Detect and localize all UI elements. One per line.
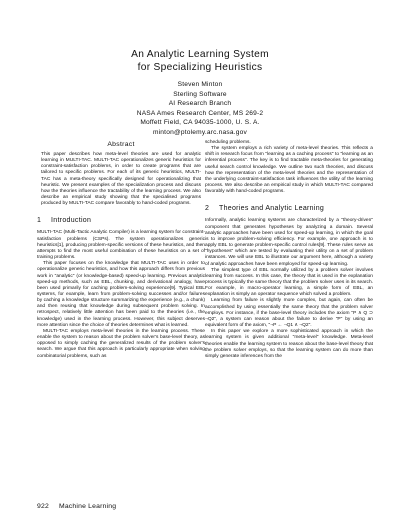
paragraph: scheduling problems. — [205, 140, 251, 145]
paragraph: The system employs a rich variety of meta-level theories. This reflects a shift in research focus from "learning as a caching process" to "learning as an inferential process". The key is to find tractable meta-theories for generating useful search control knowledge. We outline two such theories, and discuss how the representation of the meta-level theories and the representation of the underlying constraint-satisfaction task influences the utility of the learning process. We also describe an empirical study in which MULTI-TAC compared favorably with hand-coded programs. — [205, 146, 373, 195]
page-footer — [37, 503, 116, 510]
paragraph: MULTI-TAC (Multi-Tactic Analytic Compiler) is a learning system for constraint-satisfaction problems (CSPs). The system operationalizes generic heuristics[1], producing problem-specific versions of these heuristics, and then attempts to find the most useful combination of these heuristics on a set of training problems. — [37, 230, 205, 261]
left-column — [37, 140, 205, 360]
author-address-line: Moffett Field, CA 94035-1000, U. S. A. — [140, 119, 260, 127]
section-heading — [37, 216, 205, 225]
author-branch: AI Research Branch — [168, 100, 232, 108]
paragraph: Informally, analytic learning systems are characterized by a "theory-driven" component that generates hypotheses by analyzing a domain. Several analytic approaches have been used for speed-up learning, in which the goal is to improve problem-solving efficiency. For example, one approach is to apply EBL to generate problem-specific control rules[9]. These rules serve as "hypotheses" which are tested by evaluating their utility on a set of problem instances. We will use EBL to illustrate our argument here, although a variety of analytic approaches have been employed for speed-up learning. — [205, 218, 373, 267]
venue-name: Machine Learning — [58, 503, 117, 510]
author-address-line: NASA Ames Research Center, MS 269-2 — [136, 109, 264, 117]
right-column — [205, 140, 373, 360]
section-number: 2 — [205, 205, 210, 213]
paragraph: Learning from failure is slightly more complex, but again, can often be accomplished by using essentially the same theory that the problem solver employs. For instance, if the base-level theory includes the axiom "P ∧ Q ⊃ ¬Q2", a system can reason about the failure to derive "P" by using an equivalent form of the axiom, "¬P ← ¬Q1 ∧ ¬Q2". — [205, 298, 373, 329]
paragraph: The simplest type of EBL normally utilized by a problem solver involves learning from success. In this case, the theory that is used in the explanation process is typically the same theory that the problem solver uses in its search. For example, in macro-operator learning, a simple form of EBL, an explanation is simply an operator sequence which solved a problem. — [205, 267, 373, 298]
section-heading — [205, 204, 373, 213]
author-email: minton@ptolemy.arc.nasa.gov — [152, 128, 248, 136]
paragraph: This paper focuses on the knowledge that MULTI-TAC uses in order to operationalize generic heuristics, and how this approach differs from previous work in "analytic" (or knowledge-based) speed-up learning. Previous analytic speed-up methods, such as EBL, chunking, and derivational analogy, have been used primarily for caching problem-solving experience[9]. Typical EBL systems, for example, learn from problem-solving successes and/or failures by caching a knowledge structure summarizing the experience (e.g., a chunk) and then reusing that knowledge during subsequent problem solving. In retrospect, relatively little attention has been paid to the theories (i.e., the knowledge) used in the learning process. However, this subject deserves more attention since the choice of theories determines what is learned. — [37, 261, 205, 328]
abstract — [37, 140, 205, 207]
section-title: Introduction — [51, 217, 92, 225]
title-line: for Specializing Heuristics — [137, 62, 263, 73]
section-number: 1 — [37, 217, 42, 225]
title-line: An Analytic Learning System — [131, 49, 269, 60]
author-block — [0, 80, 400, 138]
abstract-heading: Abstract — [107, 141, 135, 148]
author-org: Sterling Software — [173, 90, 227, 98]
paper-header — [0, 48, 400, 138]
paragraph: In this paper we explore a more sophisticated approach in which the learning system is given additional "meta-level" knowledge. Meta-level theories enable the learning system to reason about the base-level theory that the problem solver employs, so that the learning system can do more than simply generate inferences from the — [205, 329, 373, 359]
paragraph: MULTI-TAC employs meta-level theories in the learning process. These enable the system to reason about the problem solver's base-level theory, as opposed to simply caching the generalized results of the problem solver's search. We argue that this approach is particularly appropriate when solving combinatorial problems, such as — [37, 328, 205, 359]
abstract-text: This paper describes how meta-level theories are used for analytic learning in MULTI-TAC. MULTI-TAC operationalizes generic heuristics for constraint-satisfaction problems, in order to create programs that are tailored to specific problems. For each of its generic heuristics, MULTI-TAC has a meta-theory specifically designed for operationalizing that heuristic. We present examples of the specialization process and discuss how the theories influence the tractability of the learning process. We also describe an empirical study showing that the specialised programs produced by MULTI-TAC compare favorably to hand-coded programs. — [41, 152, 201, 207]
section-title: Theories and Analytic Learning — [219, 205, 325, 213]
author-name: Steven Minton — [177, 81, 223, 88]
page-number: 922 — [37, 503, 49, 510]
paper-title — [0, 48, 400, 74]
